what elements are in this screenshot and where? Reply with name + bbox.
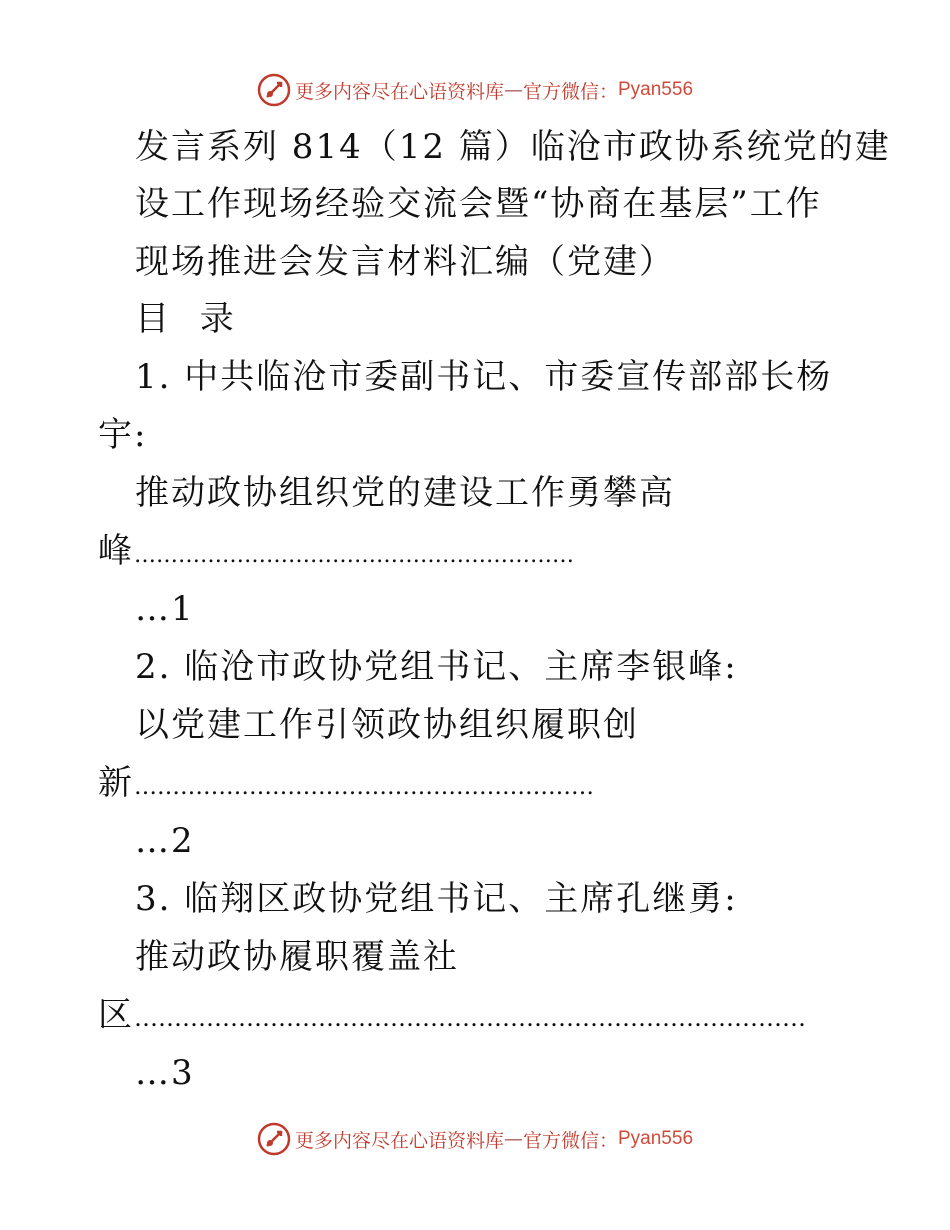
toc-heading: 目 录	[135, 299, 244, 339]
title-line-2: 设工作现场经验交流会暨“协商在基层”工作	[135, 184, 822, 224]
toc-entry-2-speaker: 2. 临沧市政协党组书记、主席李银峰:	[135, 647, 738, 687]
toc-entry-2-topic-end: 新	[98, 763, 134, 803]
toc-entry-3-speaker: 3. 临翔区政协党组书记、主席孔继勇:	[135, 879, 738, 919]
banner-separator: —	[503, 79, 523, 101]
toc-entry-1-topic: 推动政协组织党的建设工作勇攀高	[135, 473, 675, 513]
toc-entry-2-topic: 以党建工作引领政协组织履职创	[135, 705, 639, 745]
toc-entry-3-topic-end: 区	[98, 995, 134, 1035]
footer-separator: —	[503, 1128, 523, 1150]
banner-brand: 更多内容尽在心语资料库	[294, 80, 504, 103]
brand-logo-icon	[257, 73, 291, 107]
toc-entry-2-leader-row	[98, 763, 594, 807]
brand-logo-icon	[257, 1122, 291, 1156]
footer-wechat-label: 官方微信：	[522, 1129, 618, 1152]
toc-entry-1-speaker: 1. 中共临沧市委副书记、市委宣传部部长杨	[135, 357, 833, 397]
footer-brand: 更多内容尽在心语资料库	[294, 1129, 504, 1152]
title-line-1: 发言系列 814（12 篇）临沧市政协系统党的建	[135, 127, 891, 167]
toc-entry-1-dot-leader: ……………………………………………………	[134, 543, 574, 568]
header-banner	[0, 70, 950, 110]
toc-entry-3-dot-leader: …………………………………………………………………………	[134, 1004, 806, 1032]
toc-entry-3-leader-row	[98, 995, 806, 1038]
toc-entry-1-page: …1	[135, 589, 195, 629]
footer-banner	[0, 1119, 950, 1159]
toc-entry-2-dot-leader: ……………………………………………………	[134, 774, 594, 800]
toc-entry-3-topic: 推动政协履职覆盖社	[135, 937, 459, 977]
toc-entry-2-page: …2	[135, 821, 195, 861]
toc-entry-1-speaker-cont: 宇:	[98, 415, 148, 455]
toc-entry-1-leader-row	[98, 531, 574, 576]
toc-entry-1-topic-end: 峰	[98, 531, 134, 571]
toc-entry-3-page: …3	[135, 1053, 195, 1093]
title-line-3: 现场推进会发言材料汇编（党建）	[135, 242, 675, 282]
footer-account: Pyan556	[618, 1128, 694, 1149]
banner-account: Pyan556	[618, 79, 694, 100]
banner-wechat-label: 官方微信：	[522, 80, 618, 103]
